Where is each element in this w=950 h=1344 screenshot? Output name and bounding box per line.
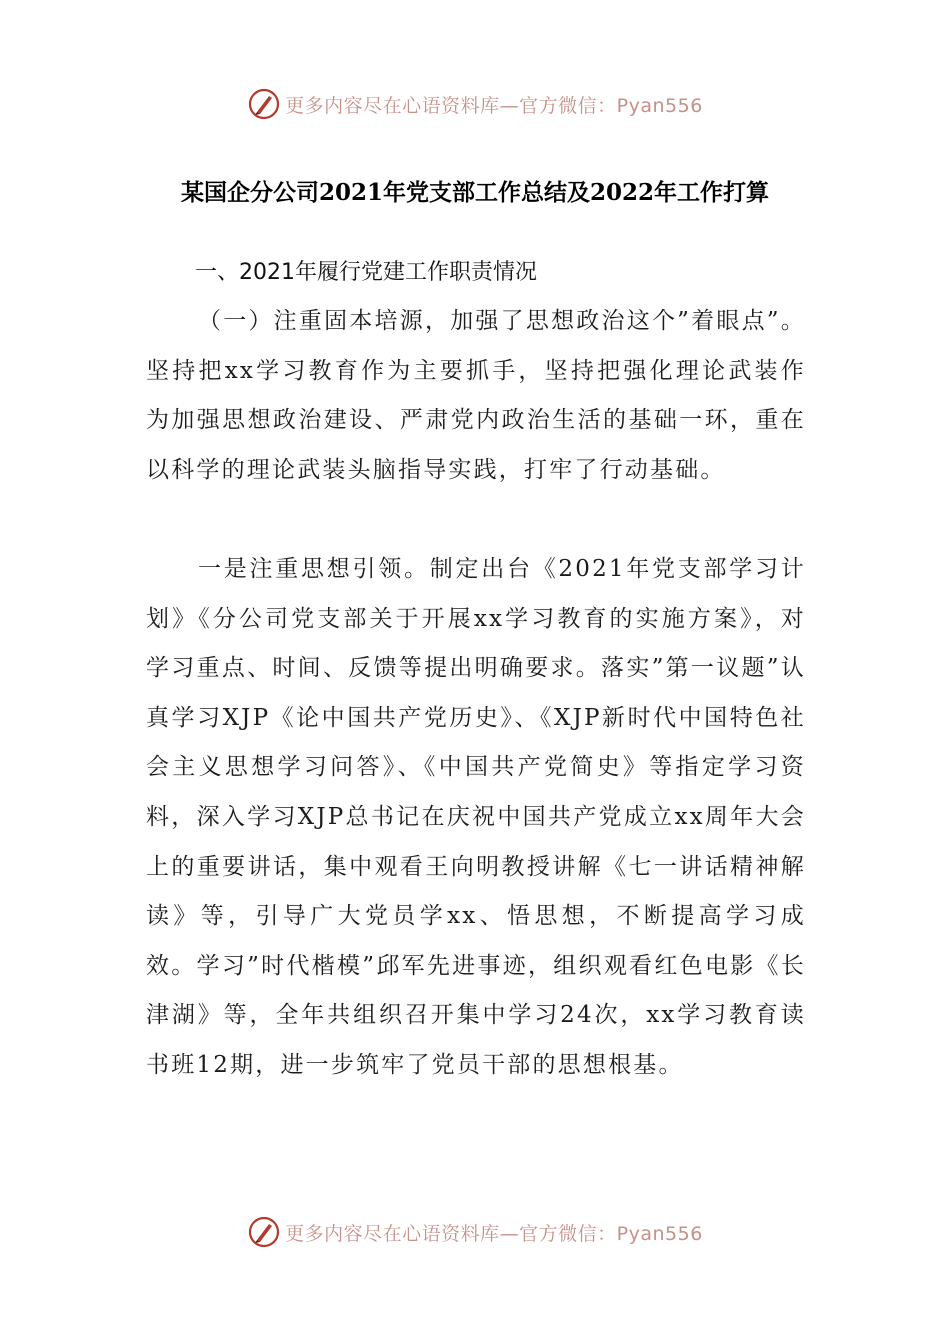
- pen-logo-icon: [247, 1215, 281, 1249]
- pen-logo-icon: [247, 87, 281, 121]
- document-title: 某国企分公司2021年党支部工作总结及2022年工作打算: [180, 179, 770, 206]
- watermark-banner-bottom: [0, 1212, 950, 1252]
- watermark-text: 更多内容尽在心语资料库—官方微信：Pyan556: [285, 94, 703, 117]
- watermark-text: 更多内容尽在心语资料库—官方微信：Pyan556: [285, 1222, 703, 1245]
- watermark-banner-top: [0, 84, 950, 124]
- paragraph: （一）注重固本培源，加强了思想政治这个”着眼点”。坚持把xx学习教育作为主要抓手，坚持把强化理论武装作为加强思想政治建设、严肃党内政治生活的基础一环，重在以科学的理论武装头脑指导实践，打牢了行动基础。: [146, 308, 806, 483]
- paragraph: 一是注重思想引领。制定出台《2021年党支部学习计划》《分公司党支部关于开展xx学习教育的实施方案》，对学习重点、时间、反馈等提出明确要求。落实”第一议题”认真学习XJP《论中国共产党历史》、《XJP新时代中国特色社会主义思想学习问答》、《中国共产党简史》等指定学习资料，深入学习XJP总书记在庆祝中国共产党成立xx周年大会上的重要讲话，集中观看王向明教授讲解《七一讲话精神解读》等，引导广大党员学xx、悟思想，不断提高学习成效。学习”时代楷模”邱军先进事迹，组织观看红色电影《长津湖》等，全年共组织召开集中学习24次，xx学习教育读书班12期，进一步筑牢了党员干部的思想根基。: [146, 556, 806, 1078]
- section-heading: 一、2021年履行党建工作职责情况: [195, 260, 537, 285]
